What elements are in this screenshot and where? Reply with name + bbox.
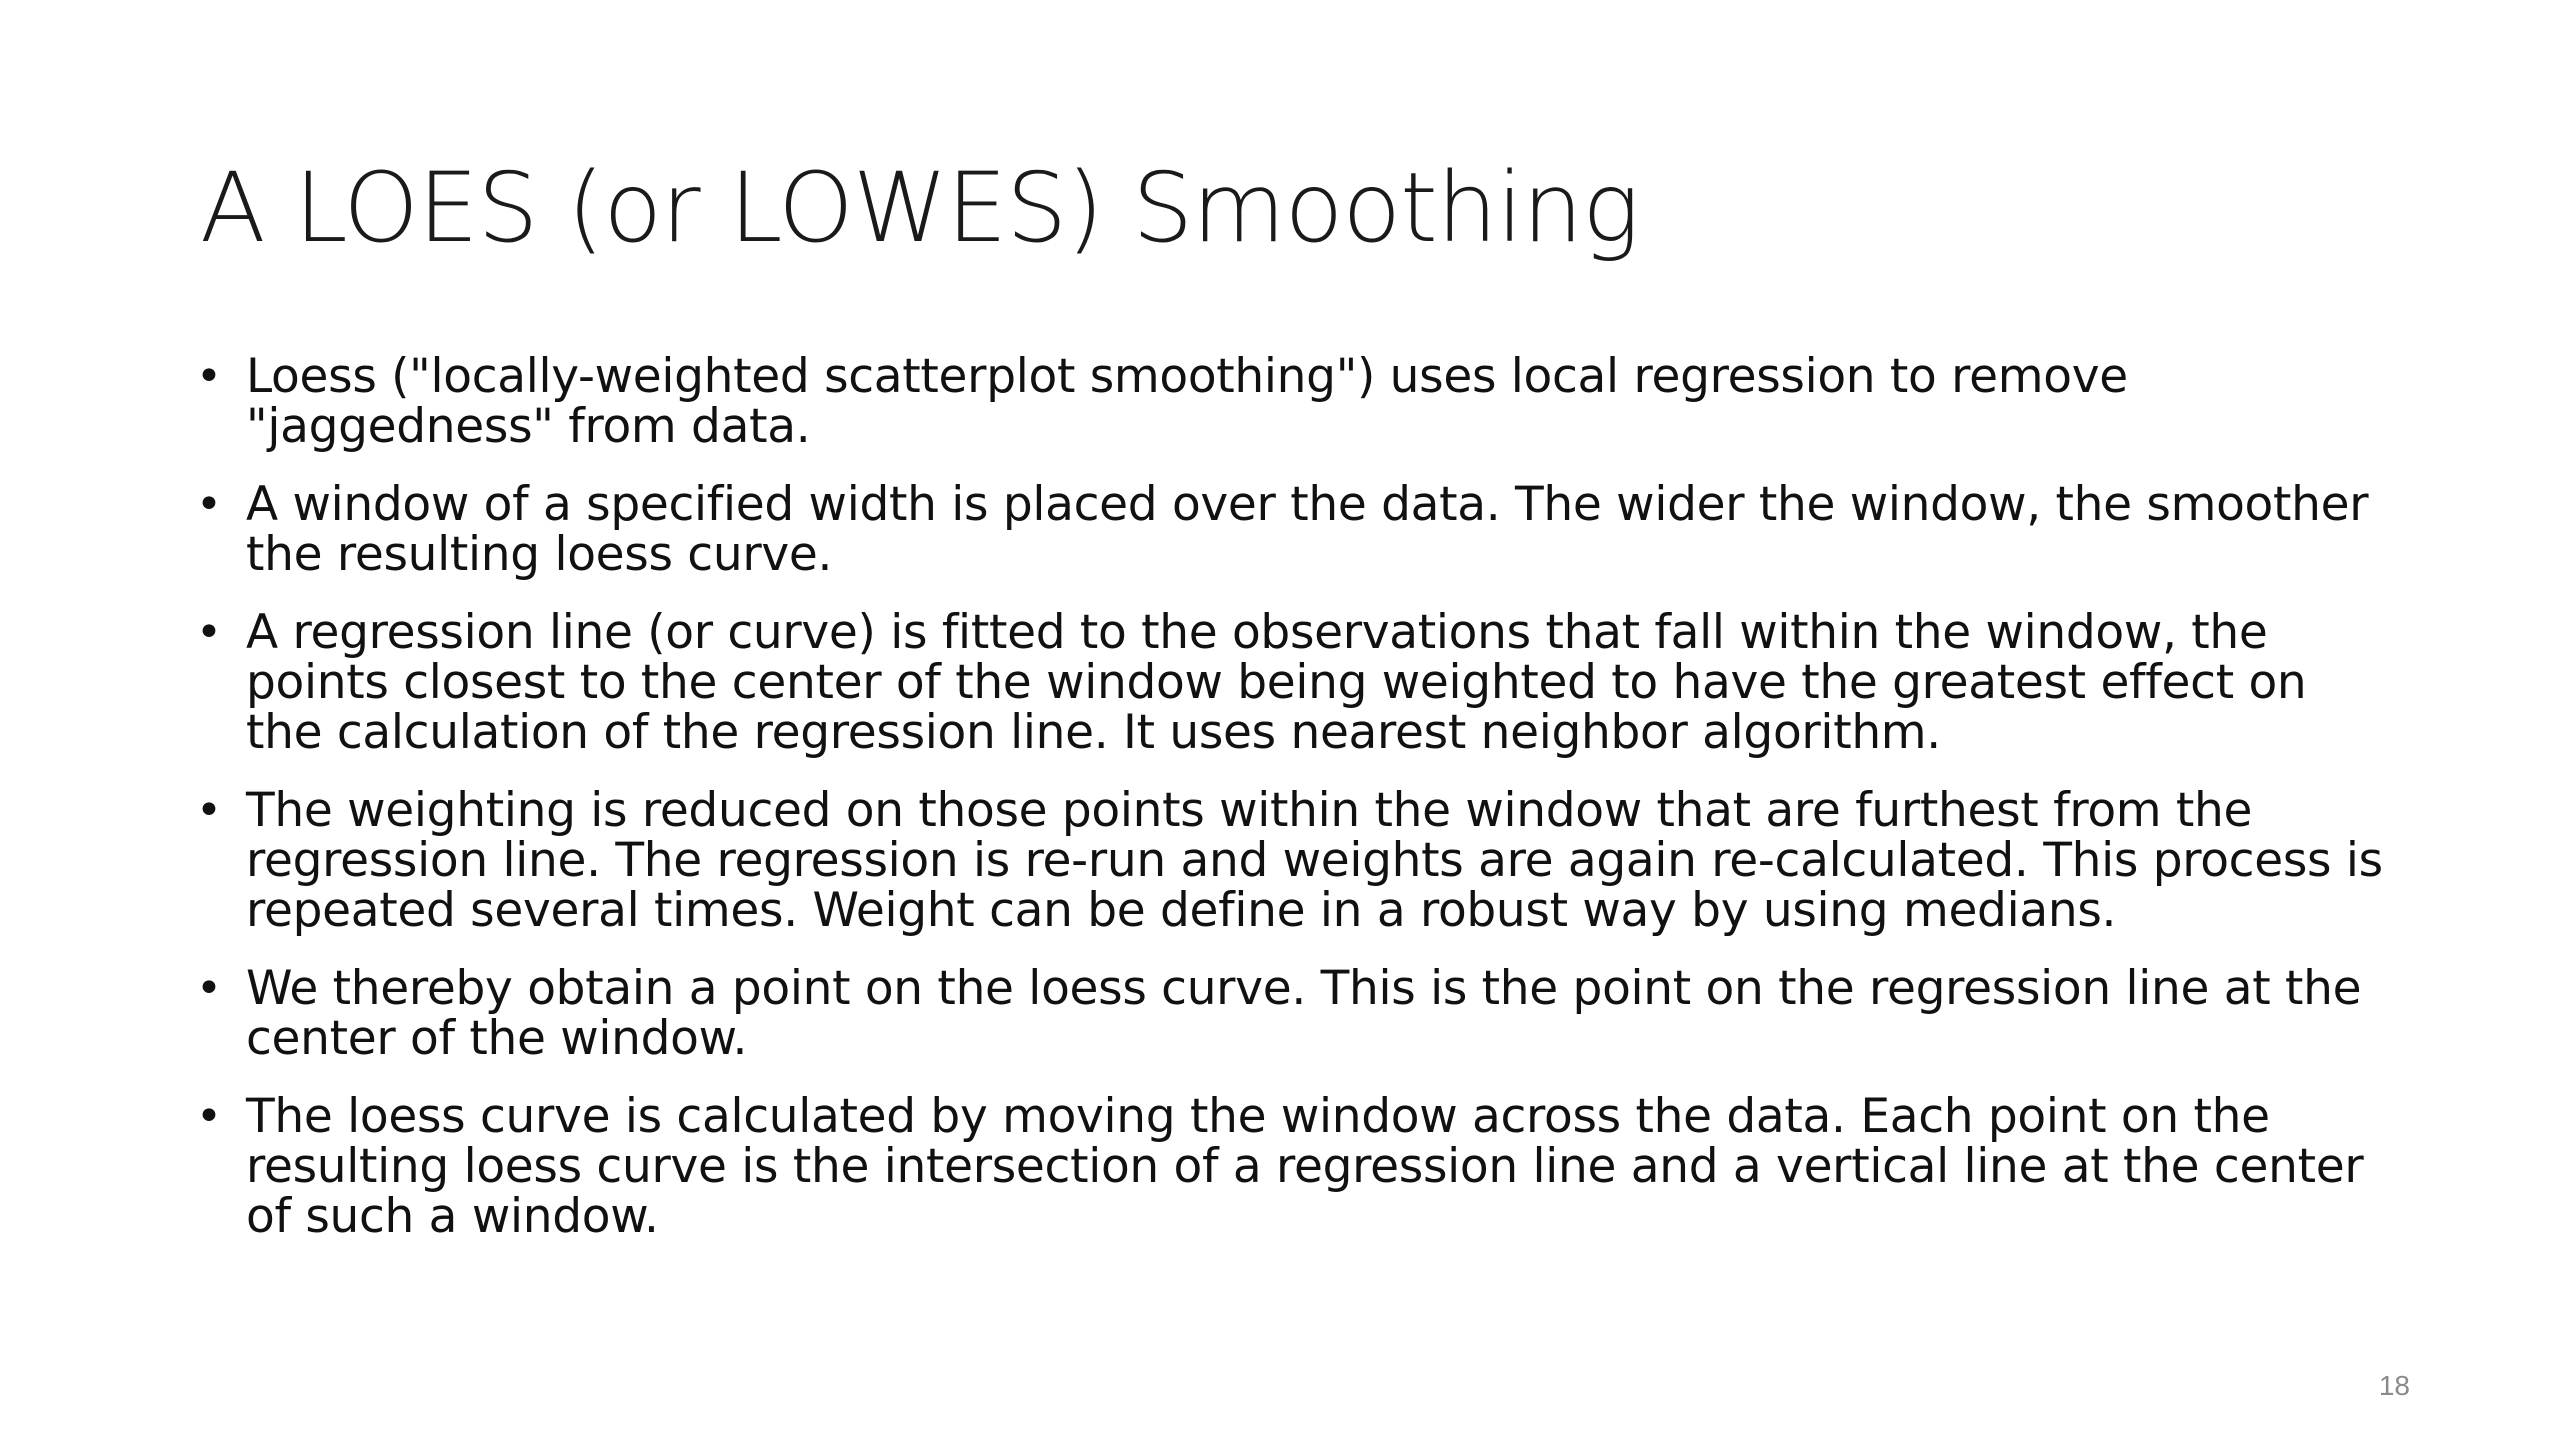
bullet-point-icon: • — [196, 479, 222, 530]
bullet-text: The loess curve is calculated by moving the window across the data. Each point on the resulting loess curve is the intersection of a regression line and a vertical line at the center of such a window. — [246, 1089, 2364, 1244]
bullet-point-icon: • — [196, 351, 222, 402]
bullet-list — [196, 349, 2396, 1270]
bullet-text: Loess ("locally-weighted scatterplot smoothing") uses local regression to remove "jaggedness" from data. — [246, 349, 2128, 454]
bullet-item — [196, 605, 2396, 760]
bullet-point-icon: • — [196, 1091, 222, 1142]
bullet-point-icon: • — [196, 785, 222, 836]
slide-title: A LOES (or LOWES) Smoothing — [200, 152, 1639, 264]
bullet-item — [196, 477, 2396, 582]
bullet-text: We thereby obtain a point on the loess curve. This is the point on the regression line at the center of the window. — [246, 961, 2362, 1066]
bullet-item — [196, 1089, 2396, 1244]
bullet-text: The weighting is reduced on those points within the window that are furthest from the regression line. The regression is re-run and weights are again re-calculated. This process is repeated several times. Weight can be define in a robust way by using medians. — [246, 783, 2383, 938]
bullet-point-icon: • — [196, 607, 222, 658]
bullet-item — [196, 349, 2396, 454]
page-number: 18 — [2378, 1370, 2410, 1401]
bullet-text: A window of a specified width is placed over the data. The wider the window, the smoother the resulting loess curve. — [246, 477, 2369, 582]
bullet-item — [196, 783, 2396, 938]
bullet-text: A regression line (or curve) is fitted to the observations that fall within the window, the points closest to the center of the window being weighted to have the greatest effect on the calculation of the regression line. It uses nearest neighbor algorithm. — [246, 605, 2307, 760]
bullet-point-icon: • — [196, 963, 222, 1014]
bullet-item — [196, 961, 2396, 1066]
